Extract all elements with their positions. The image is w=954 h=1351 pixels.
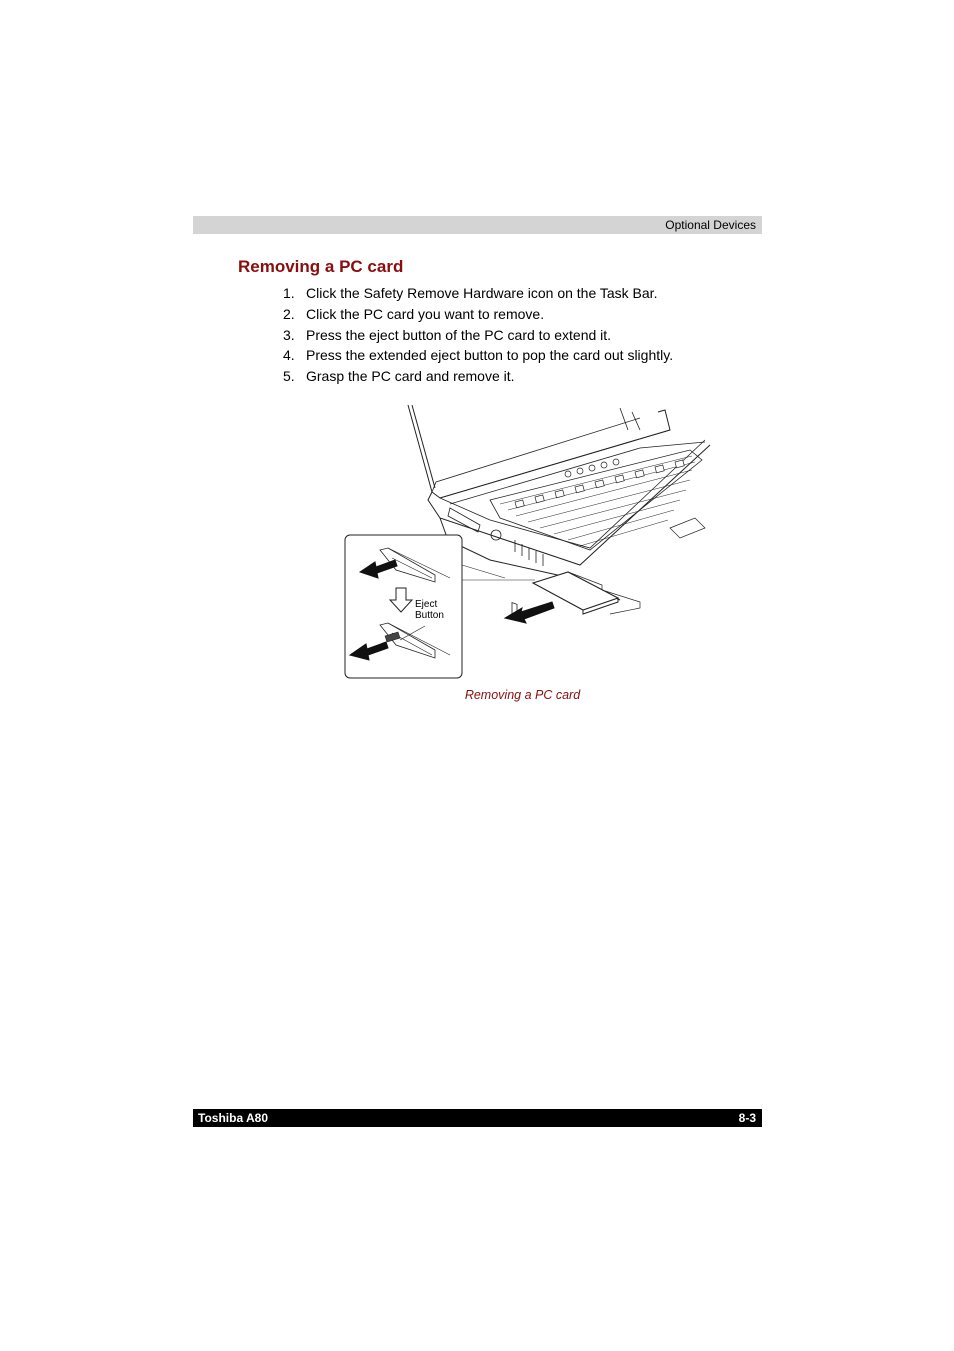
step-number: 4. <box>283 347 295 364</box>
step-number: 2. <box>283 305 295 322</box>
list-item <box>283 346 743 367</box>
list-item <box>283 284 743 305</box>
eject-label-line2: Button <box>415 610 444 621</box>
footer-model: Toshiba A80 <box>198 1111 269 1125</box>
page-title: Removing a PC card <box>238 257 404 276</box>
list-item <box>283 367 743 388</box>
step-text: Press the extended eject button to pop the card out slightly. <box>306 347 674 364</box>
step-number: 3. <box>283 326 295 343</box>
step-text: Click the Safety Remove Hardware icon on the Task Bar. <box>306 285 658 301</box>
page-number: 8-3 <box>738 1111 756 1125</box>
step-text: Click the PC card you want to remove. <box>306 305 545 322</box>
eject-label-line1: Eject <box>415 599 438 610</box>
step-text: Press the eject button of the PC card to extend it. <box>306 326 612 343</box>
section-title: Optional Devices <box>665 218 756 232</box>
step-list <box>283 284 743 388</box>
header-bar <box>193 216 762 234</box>
footer-bar <box>193 1109 762 1127</box>
laptop-illustration <box>340 400 720 682</box>
step-number: 5. <box>283 368 295 385</box>
pc-card-removal-illustration <box>340 400 720 682</box>
step-text: Grasp the PC card and remove it. <box>306 368 515 385</box>
figure-caption: Removing a PC card <box>464 688 581 702</box>
list-item <box>283 326 743 347</box>
step-number: 1. <box>283 285 295 301</box>
list-item <box>283 305 743 326</box>
